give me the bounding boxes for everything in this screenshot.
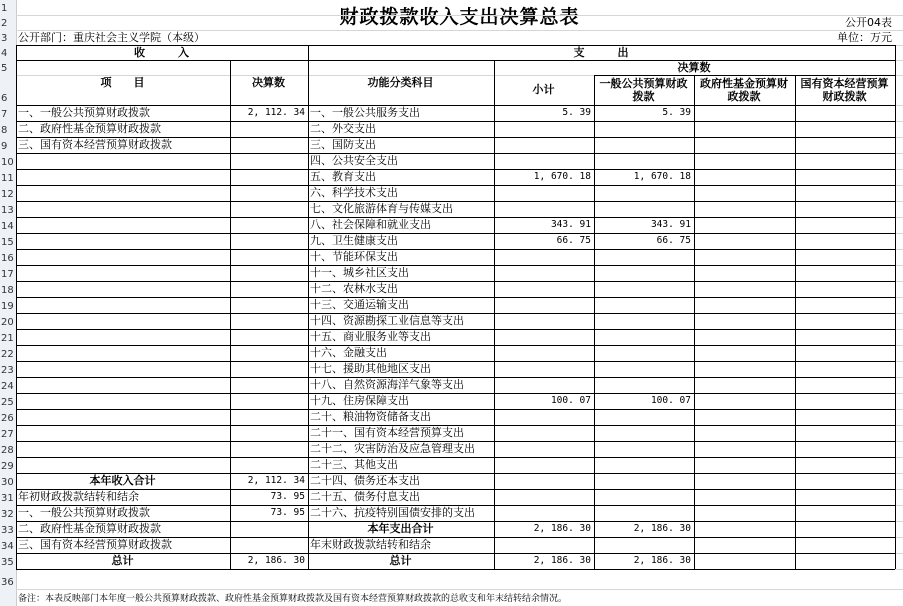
- expense-general-budget[interactable]: [596, 265, 691, 281]
- expense-item-label[interactable]: 六、科学技术支出: [310, 186, 398, 199]
- table-border: [895, 45, 896, 569]
- row-number[interactable]: 34: [1, 541, 14, 552]
- expense-general-budget[interactable]: [596, 441, 691, 457]
- table-border: [795, 75, 796, 569]
- table-border: [694, 75, 695, 569]
- income-item-label[interactable]: 一、一般公共预算财政拨款: [18, 106, 150, 119]
- expense-item-label[interactable]: 十五、商业服务业等支出: [310, 330, 431, 343]
- expense-amount-header[interactable]: 决算数: [677, 61, 711, 74]
- carryover-item-label[interactable]: 三、国有资本经营预算财政拨款: [18, 538, 172, 551]
- expense-item-label[interactable]: 十三、交通运输支出: [310, 298, 409, 311]
- expense-general-budget[interactable]: [596, 361, 691, 377]
- row-number[interactable]: 26: [1, 413, 14, 424]
- row-number[interactable]: 19: [1, 301, 14, 312]
- row-number[interactable]: 16: [1, 253, 14, 264]
- row-number[interactable]: 22: [1, 349, 14, 360]
- income-item-label[interactable]: 二、政府性基金预算财政拨款: [18, 122, 161, 135]
- expense-item-label[interactable]: 十七、援助其他地区支出: [310, 362, 431, 375]
- income-item-label[interactable]: 三、国有资本经营预算财政拨款: [18, 138, 172, 151]
- expense-general-budget[interactable]: [596, 249, 691, 265]
- expense-item-label[interactable]: 十六、金融支出: [310, 346, 387, 359]
- table-border: [308, 45, 309, 569]
- expense-subtotal[interactable]: [496, 377, 591, 393]
- expense-general-budget[interactable]: [596, 281, 691, 297]
- expense-subtotal[interactable]: 1, 670. 18: [533, 171, 591, 182]
- income-item-value[interactable]: [232, 121, 305, 137]
- row-number[interactable]: 24: [1, 381, 14, 392]
- expense-general-budget[interactable]: [596, 425, 691, 441]
- row-number[interactable]: 11: [1, 173, 14, 184]
- row-number[interactable]: 30: [1, 477, 14, 488]
- income-item-value[interactable]: [232, 137, 305, 153]
- row-number[interactable]: 21: [1, 333, 14, 344]
- expense-subtotal[interactable]: [496, 329, 591, 345]
- expense-subtotal[interactable]: [496, 489, 591, 505]
- row-number[interactable]: 35: [1, 557, 14, 568]
- grand-total-subtotal[interactable]: 2, 186. 30: [533, 555, 591, 566]
- row-number[interactable]: 15: [1, 237, 14, 248]
- row-number[interactable]: 8: [1, 125, 8, 136]
- row-number[interactable]: 28: [1, 445, 14, 456]
- row-number[interactable]: 33: [1, 525, 14, 536]
- expense-item-label[interactable]: 十四、资源勘探工业信息等支出: [310, 314, 464, 327]
- expense-subtotal[interactable]: 343. 91: [550, 219, 591, 230]
- table-border: [16, 569, 895, 570]
- expense-item-label[interactable]: 十八、自然资源海洋气象等支出: [310, 378, 464, 391]
- carryover-item-value[interactable]: 73. 95: [270, 507, 305, 518]
- expense-item-label[interactable]: 二、外交支出: [310, 122, 376, 135]
- expense-general-budget[interactable]: [596, 121, 691, 137]
- expense-subtotal[interactable]: [496, 137, 591, 153]
- expense-subtotal[interactable]: [496, 473, 591, 489]
- unit-label[interactable]: 单位：万元: [837, 31, 892, 44]
- row-number[interactable]: 5: [1, 63, 8, 74]
- row-number[interactable]: 17: [1, 269, 14, 280]
- row-number[interactable]: 1: [1, 3, 8, 14]
- expense-subtotal[interactable]: [496, 361, 591, 377]
- expense-subtotal[interactable]: [496, 265, 591, 281]
- expense-subtotal[interactable]: [496, 201, 591, 217]
- expense-item-label[interactable]: 三、国防支出: [310, 138, 376, 151]
- row-gridline: [16, 15, 903, 16]
- expense-general-budget[interactable]: [596, 313, 691, 329]
- page-title: 财政拨款收入支出决算总表: [339, 6, 580, 28]
- expense-subtotal[interactable]: [496, 121, 591, 137]
- expense-subtotal[interactable]: [496, 153, 591, 169]
- row-number[interactable]: 31: [1, 493, 14, 504]
- row-number[interactable]: 14: [1, 221, 14, 232]
- expense-general-budget[interactable]: [596, 473, 691, 489]
- expense-subtotal[interactable]: [496, 185, 591, 201]
- expense-item-label[interactable]: 十九、住房保障支出: [310, 394, 409, 407]
- expense-item-label[interactable]: 四、公共安全支出: [310, 154, 398, 167]
- table-border: [594, 75, 595, 569]
- expense-subtotal[interactable]: [496, 409, 591, 425]
- expense-item-label[interactable]: 十二、农林水支出: [310, 282, 398, 295]
- income-item-value[interactable]: 2, 112. 34: [247, 107, 305, 118]
- row-number[interactable]: 23: [1, 365, 14, 376]
- item-header[interactable]: 项 目: [100, 76, 145, 89]
- expense-item-label[interactable]: 二十、粮油物资储备支出: [310, 410, 431, 423]
- expense-subtotal[interactable]: [496, 441, 591, 457]
- state-capital-header[interactable]: 国有资本经营预算财政拨款: [800, 77, 889, 103]
- expense-general-budget[interactable]: [596, 201, 691, 217]
- expense-general-budget[interactable]: [596, 137, 691, 153]
- expense-general-budget[interactable]: [596, 409, 691, 425]
- expense-general-budget[interactable]: 5. 39: [662, 107, 691, 118]
- expense-item-label[interactable]: 十、节能环保支出: [310, 250, 398, 263]
- row-number[interactable]: 10: [1, 157, 14, 168]
- expense-item-label[interactable]: 二十六、抗疫特别国债安排的支出: [310, 506, 475, 519]
- row-number[interactable]: 3: [1, 33, 8, 44]
- expense-general-budget[interactable]: [596, 345, 691, 361]
- subtotal-header[interactable]: 小计: [532, 83, 555, 96]
- carryover-item-label[interactable]: 一、一般公共预算财政拨款: [18, 506, 150, 519]
- row-number[interactable]: 13: [1, 205, 14, 216]
- spreadsheet-grid: [16, 0, 903, 606]
- expense-general-budget[interactable]: [596, 297, 691, 313]
- expense-subtotal[interactable]: 5. 39: [562, 107, 591, 118]
- row-number[interactable]: 9: [1, 141, 8, 152]
- row-number-gutter: [0, 0, 17, 606]
- function-class-header[interactable]: 功能分类科目: [367, 76, 434, 89]
- general-budget-header[interactable]: 一般公共预算财政拨款: [599, 77, 688, 103]
- gov-fund-header[interactable]: 政府性基金预算财政拨款: [700, 77, 788, 103]
- expense-subtotal[interactable]: [496, 457, 591, 473]
- expense-total-label[interactable]: 本年支出合计: [367, 522, 434, 535]
- expense-general-budget[interactable]: 66. 75: [656, 235, 691, 246]
- expense-item-label[interactable]: 二十五、债务付息支出: [310, 490, 420, 503]
- grand-total-income[interactable]: 2, 186. 30: [247, 555, 305, 566]
- expense-subtotal[interactable]: [496, 297, 591, 313]
- expense-general-budget[interactable]: [596, 329, 691, 345]
- row-number[interactable]: 32: [1, 509, 14, 520]
- table-border: [230, 60, 231, 569]
- row-number[interactable]: 36: [1, 577, 14, 588]
- expense-subtotal[interactable]: [496, 313, 591, 329]
- row-number[interactable]: 7: [1, 109, 8, 120]
- carryover-label[interactable]: 年初财政拨款结转和结余: [18, 490, 139, 503]
- year-end-carryover-label[interactable]: 年末财政拨款结转和结余: [310, 538, 431, 551]
- expense-item-label[interactable]: 五、教育支出: [310, 170, 376, 183]
- carryover-item-value[interactable]: [232, 521, 305, 537]
- income-total-value[interactable]: 2, 112. 34: [247, 475, 305, 486]
- income-header[interactable]: 收 入: [134, 46, 189, 59]
- expense-general-budget[interactable]: [596, 457, 691, 473]
- expense-total-subtotal[interactable]: 2, 186. 30: [533, 523, 591, 534]
- department-label[interactable]: 公开部门：重庆社会主义学院（本级）: [18, 31, 205, 44]
- expense-item-label[interactable]: 一、一般公共服务支出: [310, 106, 420, 119]
- row-number[interactable]: 29: [1, 461, 14, 472]
- expense-general-budget[interactable]: [596, 153, 691, 169]
- expense-header[interactable]: 支 出: [573, 46, 629, 59]
- row-number[interactable]: 25: [1, 397, 14, 408]
- expense-subtotal[interactable]: [496, 505, 591, 521]
- expense-general-budget[interactable]: [596, 185, 691, 201]
- expense-subtotal[interactable]: [496, 249, 591, 265]
- grand-total-label[interactable]: 总计: [111, 554, 134, 567]
- row-number[interactable]: 6: [1, 93, 8, 104]
- table-border: [494, 60, 495, 569]
- expense-item-label[interactable]: 二十四、债务还本支出: [310, 474, 420, 487]
- form-number[interactable]: 公开04表: [845, 16, 892, 29]
- carryover-item-label[interactable]: 二、政府性基金预算财政拨款: [18, 522, 161, 535]
- row-gridline: [16, 589, 903, 590]
- expense-item-label[interactable]: 九、卫生健康支出: [310, 234, 398, 247]
- expense-general-budget[interactable]: 1, 670. 18: [633, 171, 691, 182]
- expense-general-budget[interactable]: 343. 91: [650, 219, 691, 230]
- row-number[interactable]: 27: [1, 429, 14, 440]
- expense-item-label[interactable]: 十一、城乡社区支出: [310, 266, 409, 279]
- expense-general-budget[interactable]: 100. 07: [650, 395, 691, 406]
- final-amount-header[interactable]: 决算数: [252, 76, 285, 89]
- expense-item-label[interactable]: 二十三、其他支出: [310, 458, 398, 471]
- carryover-value[interactable]: 73. 95: [270, 491, 305, 502]
- grand-total-expense-label[interactable]: 总计: [389, 554, 412, 567]
- expense-general-budget[interactable]: [596, 489, 691, 505]
- carryover-item-value[interactable]: [232, 537, 305, 553]
- row-number[interactable]: 12: [1, 189, 14, 200]
- expense-subtotal[interactable]: [496, 345, 591, 361]
- row-number[interactable]: 4: [1, 48, 8, 59]
- expense-general-budget[interactable]: [596, 505, 691, 521]
- expense-subtotal[interactable]: [496, 281, 591, 297]
- expense-subtotal[interactable]: 100. 07: [550, 395, 591, 406]
- expense-item-label[interactable]: 二十一、国有资本经营预算支出: [310, 426, 464, 439]
- expense-subtotal[interactable]: [496, 425, 591, 441]
- expense-item-label[interactable]: 二十二、灾害防治及应急管理支出: [310, 442, 475, 455]
- expense-item-label[interactable]: 八、社会保障和就业支出: [310, 218, 431, 231]
- expense-subtotal[interactable]: 66. 75: [556, 235, 591, 246]
- expense-general-budget[interactable]: [596, 377, 691, 393]
- row-number[interactable]: 18: [1, 285, 14, 296]
- grand-total-general[interactable]: 2, 186. 30: [633, 555, 691, 566]
- row-number[interactable]: 20: [1, 317, 14, 328]
- table-border: [16, 45, 17, 569]
- income-total-label[interactable]: 本年收入合计: [89, 474, 156, 487]
- row-number[interactable]: 2: [1, 18, 8, 29]
- expense-item-label[interactable]: 七、文化旅游体育与传媒支出: [310, 202, 453, 215]
- footnote: 备注：本表反映部门本年度一般公共预算财政拨款、政府性基金预算财政拨款及国有资本经营预算财政拨款的总收支和年末结转结余情况。: [18, 594, 568, 604]
- expense-total-general[interactable]: 2, 186. 30: [633, 523, 691, 534]
